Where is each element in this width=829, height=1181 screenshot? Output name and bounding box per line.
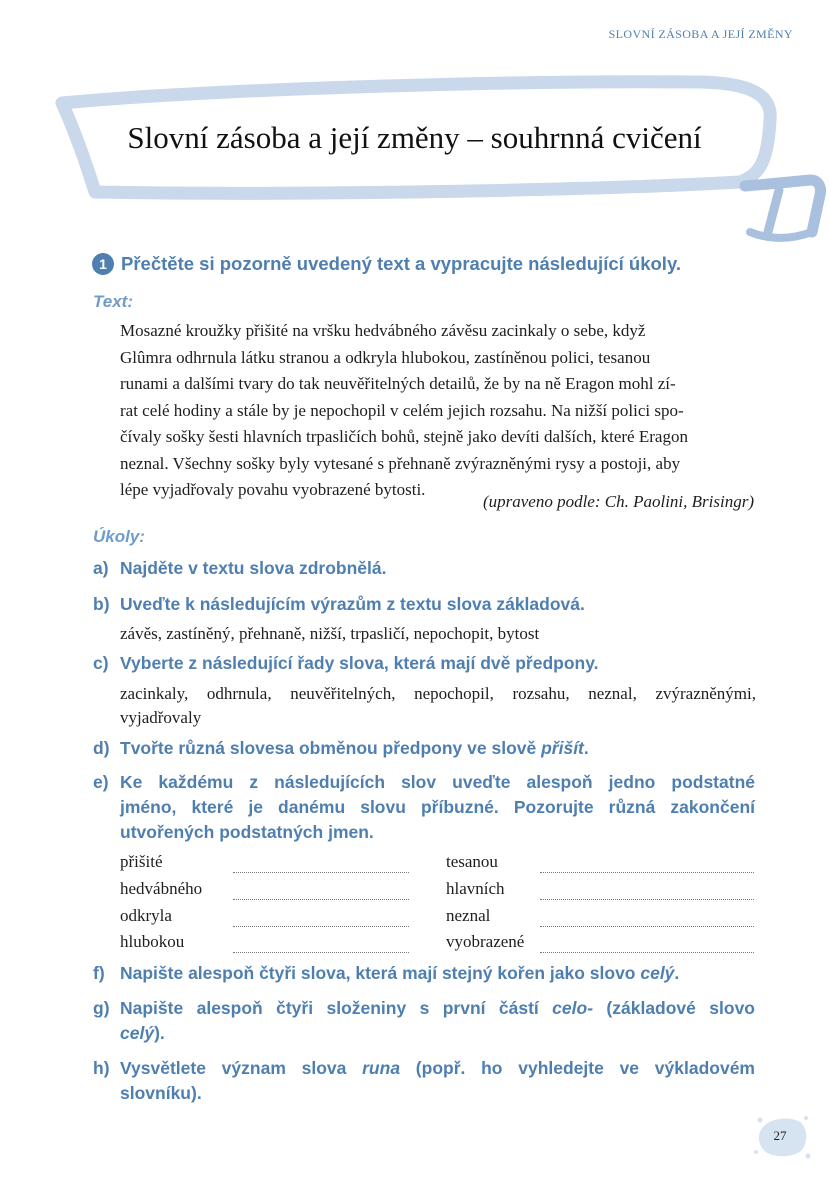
task-emphasis: přišít xyxy=(541,738,584,758)
task-text: Uveďte k následujícím výrazům z textu slova základová. xyxy=(120,594,585,614)
task-text-line: utvořených podstatných jmen. xyxy=(120,822,374,842)
reading-text xyxy=(120,318,754,504)
task-text-end: . xyxy=(583,738,589,758)
task-letter: e) xyxy=(93,772,109,792)
task-c-words-line1: zacinkaly, odhrnula, neuvěřitelných, nepochopil, rozsahu, neznal, zvýrazněnými, xyxy=(120,684,756,703)
task-text: Napište alespoň čtyři slova, která mají stejný kořen jako slovo xyxy=(120,963,641,983)
task-letter: h) xyxy=(93,1058,110,1078)
text-line: Glûmra odhrnula látku stranou a odkryla hlubokou, zastíněnou polici, tesanou xyxy=(120,347,651,367)
task-emphasis: runa xyxy=(362,1058,401,1078)
fill-word-right: vyobrazené xyxy=(446,932,525,951)
task-letter: b) xyxy=(93,594,110,614)
task-letter: f) xyxy=(93,963,105,983)
text-line: čívaly sošky šesti hlavních trpasličích bohů, stejně jako devíti dalších, které Eragon xyxy=(120,427,688,446)
fill-word-left: hedvábného xyxy=(120,879,203,898)
task-d xyxy=(93,736,755,761)
task-b xyxy=(93,592,755,617)
text-line: rat celé hodiny a stále by je nepochopil v celém jejich rozsahu. Na nižší polici spo- xyxy=(120,400,684,420)
task-g xyxy=(93,996,755,1046)
task-text: (základové slovo xyxy=(593,998,755,1018)
running-header: SLOVNÍ ZÁSOBA A JEJÍ ZMĚNY xyxy=(608,27,793,41)
task-text: Tvořte různá slovesa obměnou předpony ve slově xyxy=(120,738,542,758)
text-source: (upraveno podle: Ch. Paolini, Brisingr) xyxy=(482,492,754,511)
answer-line[interactable] xyxy=(540,885,754,900)
text-label: Text: xyxy=(93,292,133,311)
fill-word-right: tesanou xyxy=(446,852,498,871)
fill-word-left: odkryla xyxy=(120,906,172,925)
task-c xyxy=(93,651,755,676)
text-line: Mosazné kroužky přišité na vršku hedvábného závěsu zacinkaly o sebe, když xyxy=(120,321,646,340)
task-text: Vysvětlete význam slova xyxy=(120,1058,363,1078)
answer-line[interactable] xyxy=(233,912,409,927)
fill-word-right: hlavních xyxy=(446,879,505,898)
task-h xyxy=(93,1056,755,1106)
fill-word-left: přišité xyxy=(120,852,163,871)
task-text-end: . xyxy=(674,963,680,983)
task-letter: g) xyxy=(93,998,110,1018)
page-number: 27 xyxy=(773,1128,787,1143)
task-f xyxy=(93,961,755,986)
task-text: Vyberte z následující řady slova, která mají dvě předpony. xyxy=(120,653,599,673)
task-text: (popř. ho vyhledejte ve výkladovém xyxy=(400,1058,755,1078)
task-text-end: ). xyxy=(154,1023,165,1043)
tasks-label: Úkoly: xyxy=(93,527,145,546)
task-e xyxy=(93,770,755,845)
task-c-words-line2: vyjadřovaly xyxy=(120,708,202,727)
task-text-line: jméno, které je danému slovu příbuzné. Pozorujte různá zakončení xyxy=(120,797,755,817)
text-line: lépe vyjadřovaly povahu vyobrazené bytosti. xyxy=(120,480,426,499)
exercise-heading: Přečtěte si pozorně uvedený text a vypracujte následující úkoly. xyxy=(121,253,681,274)
answer-line[interactable] xyxy=(540,938,754,953)
text-line: neznal. Všechny sošky byly vytesané s přehnaně zvýrazněnými rysy a postoji, aby xyxy=(120,453,681,473)
task-emphasis: celý xyxy=(640,963,675,983)
task-letter: d) xyxy=(93,738,110,758)
task-emphasis: celý xyxy=(120,1023,155,1043)
exercise-number-badge: 1 xyxy=(92,253,114,275)
fill-word-left: hlubokou xyxy=(120,932,185,951)
task-text-line: slovníku). xyxy=(120,1083,202,1103)
task-b-words: závěs, zastíněný, přehnaně, nižší, trpasličí, nepochopit, bytost xyxy=(120,624,540,643)
text-line: runami a dalšími tvary do tak neuvěřitelných detailů, že by na ně Eragon mohl zí- xyxy=(120,374,676,393)
task-text-line: Ke každému z následujících slov uveďte alespoň jedno podstatné xyxy=(120,772,755,792)
task-text: Najděte v textu slova zdrobnělá. xyxy=(120,558,387,578)
answer-line[interactable] xyxy=(233,885,409,900)
task-letter: c) xyxy=(93,653,109,673)
task-a xyxy=(93,556,755,581)
answer-line[interactable] xyxy=(540,912,754,927)
page-title: Slovní zásoba a její změny – souhrnná cvičení xyxy=(127,120,702,155)
answer-line[interactable] xyxy=(233,938,409,953)
fill-word-right: neznal xyxy=(446,906,491,925)
answer-line[interactable] xyxy=(233,858,409,873)
task-text: Napište alespoň čtyři složeniny s první částí xyxy=(120,998,553,1018)
task-letter: a) xyxy=(93,558,109,578)
answer-line[interactable] xyxy=(540,858,754,873)
task-emphasis: celo- xyxy=(552,998,594,1018)
